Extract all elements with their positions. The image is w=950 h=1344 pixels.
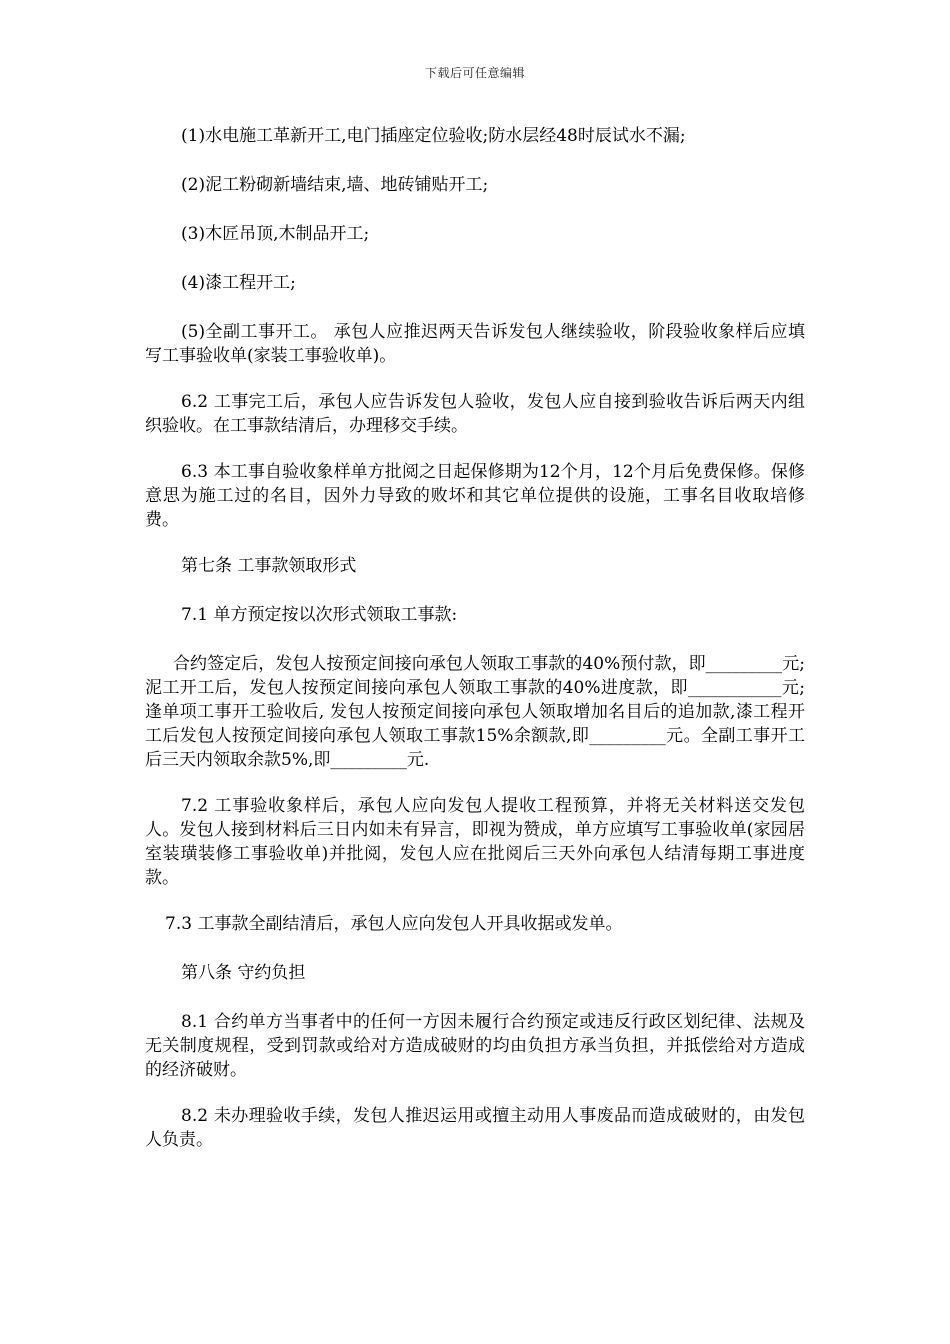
paragraph-step-3: (3)木匠吊顶,木制品开工;: [181, 224, 370, 244]
page-header: 下载后可任意编辑: [424, 66, 525, 80]
paragraph-step-1: (1)水电施工革新开工,电门插座定位验收;防水层经48时辰试水不漏;: [181, 126, 686, 146]
paragraph-step-2: (2)泥工粉砌新墙结束,墙、地砖铺贴开工;: [181, 175, 489, 195]
document-body: [145, 124, 805, 1174]
paragraph-7-3: 7.3 工事款全副结清后，承包人应向发包人开具收据或发单。: [165, 914, 623, 934]
paragraph-6-2: 6.2 工事完工后，承包人应告诉发包人验收，发包人应自接到验收告诉后两天内组织验收。在工事款结清后，办理移交手续。: [145, 392, 805, 436]
paragraph-8-1: 8.1 合约单方当事者中的任何一方因未履行合约预定或违反行政区划纪律、法规及无关制度规程，受到罚款或给对方造成破财的均由负担方承当负担，并抵偿给对方造成的经济破财。: [145, 1012, 805, 1080]
paragraph-payment-terms: 合约签定后，发包人按预定间接向承包人领取工事款的40%预付款，即_________元;泥工开工后，发包人按预定间接向承包人领取工事款的40%进度款，即___________元;逢单项工事开工验收后, 发包人按预定间接向承包人领取增加名目后的追加款,漆工程开工后发包人按预定间接向承包人领取工事款15%余额款,即_________元。全副工事开工后三天内领取余款5%,即_________元.: [145, 654, 805, 770]
article-7-heading: 第七条 工事款领取形式: [181, 556, 357, 576]
paragraph-7-2: 7.2 工事验收象样后，承包人应向发包人提收工程预算，并将无关材料送交发包人。发包人接到材料后三日内如未有异言，即视为赞成，单方应填写工事验收单(家园居室装璜装修工事验收单)并批阅，发包人应在批阅后三天外向承包人结清每期工事进度款。: [145, 796, 805, 888]
paragraph-step-4: (4)漆工程开工;: [181, 273, 296, 293]
paragraph-6-3: 6.3 本工事自验收象样单方批阅之日起保修期为12个月，12个月后免费保修。保修意思为施工过的名目，因外力导致的败坏和其它单位提供的设施，工事名目收取培修费。: [145, 462, 805, 530]
paragraph-7-1: 7.1 单方预定按以次形式领取工事款:: [181, 605, 458, 625]
paragraph-step-5: (5)全副工事开工。 承包人应推迟两天告诉发包人继续验收，阶段验收象样后应填写工事验收单(家装工事验收单)。: [145, 322, 805, 366]
paragraph-8-2: 8.2 未办理验收手续，发包人推迟运用或擅主动用人事废品而造成破财的，由发包人负责。: [145, 1106, 805, 1150]
article-8-heading: 第八条 守约负担: [181, 963, 306, 983]
